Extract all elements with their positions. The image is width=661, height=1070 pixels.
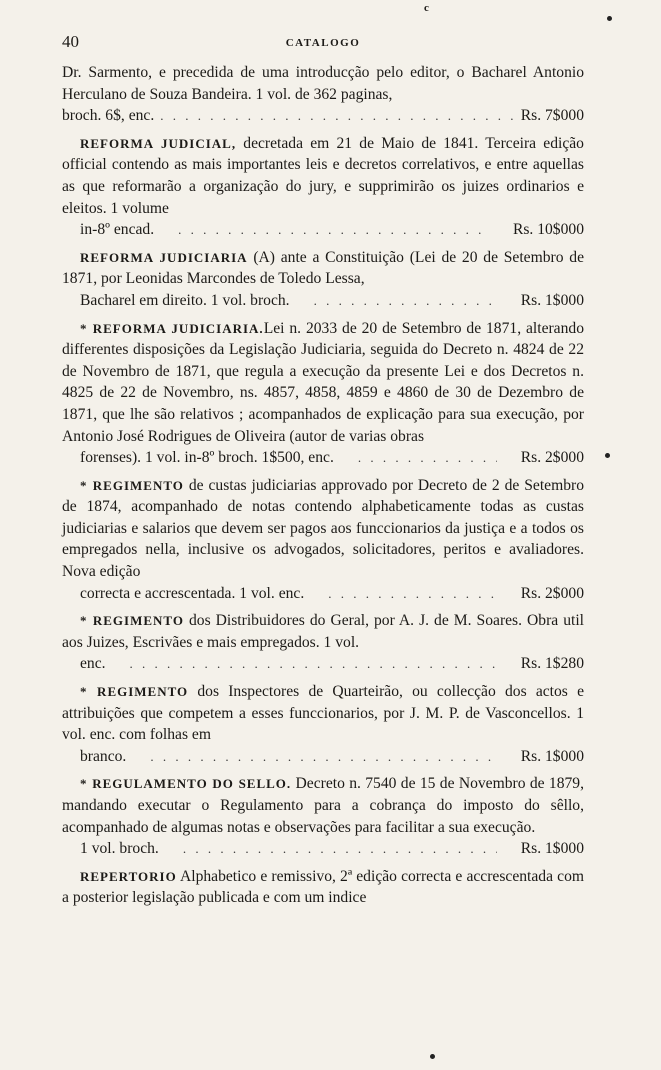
entry-price-line <box>62 447 584 469</box>
entry-price-line <box>62 838 584 860</box>
entry-text: Dr. Sarmento, e precedida de uma introducção pelo editor, o Bacharel Antonio Herculano de Souza Bandeira. 1 vol. de 362 paginas, <box>62 64 584 103</box>
ink-speck <box>430 1054 435 1059</box>
entry-binding: broch. 6$, enc. <box>62 107 155 125</box>
catalog-entry-continuation <box>62 62 584 127</box>
entry-text: Alphabetico e remissivo, 2ª edição correcta e accrescentada com a posterior legislação publicada e com um indice <box>62 867 584 907</box>
page-header <box>62 32 584 56</box>
dot-leader <box>112 653 497 675</box>
catalog-entries <box>62 62 584 915</box>
entry-price-line <box>62 583 584 605</box>
entry-text: (A) ante a Constituição (Lei de 20 de Setembro de 1871, por Leonidas Marcondes de Toledo Lessa, <box>62 248 584 288</box>
entry-binding: Bacharel em direito. 1 vol. broch. <box>80 291 290 309</box>
entry-binding: in-8º encad. <box>80 221 155 239</box>
entry-text: decretada em 21 de Maio de 1841. Terceira edição official contendo as mais importantes leis e decretos correlativos, e entre aquellas as que reformarão a organização do jury, e supprimirão os juizes ordinarios e eleitos. 1 volume <box>62 134 584 217</box>
catalog-entry-reforma-judiciaria-a <box>62 247 584 312</box>
signature-mark: c <box>424 2 429 14</box>
entry-heading: REFORMA JUDICIAL, <box>80 135 237 151</box>
entry-heading: * REFORMA JUDICIARIA. <box>80 320 264 336</box>
entry-price: Rs. 1$000 <box>520 747 584 765</box>
entry-price-line <box>62 105 584 127</box>
entry-binding: forenses). 1 vol. in-8º broch. 1$500, enc. <box>80 449 334 467</box>
entry-text: Decreto n. 7540 de 15 de Novembro de 1879, mandando executar o Regulamento para a cobrança do imposto do sêllo, acompanhado de algumas notas e observações para facilitar a sua execução. <box>62 775 585 836</box>
ink-speck <box>607 16 612 21</box>
dot-leader <box>132 746 496 768</box>
entry-price: Rs. 1$280 <box>520 655 584 673</box>
ink-speck <box>605 453 610 458</box>
page-number: 40 <box>62 32 79 51</box>
entry-price: Rs. 10$000 <box>512 221 584 239</box>
entry-price-line <box>62 290 584 312</box>
entry-text: dos Inspectores de Quarteirão, ou collecção dos actos e attribuições que competem a esses funccionarios, por J. M. P. de Vasconcellos. 1 vol. enc. com folhas em <box>62 683 584 744</box>
entry-price: Rs. 1$000 <box>520 840 584 858</box>
entry-text: de custas judiciarias approvado por Decreto de 2 de Setembro de 1874, acompanhado de notas contendo alphabeticamente todas as custas judiciarias e salarios que devem ser pagos aos funccionarios da justiça e a todos os empregados nella, inclusive os advogados, solicitadores, peritos e avaliadores. Nova edição <box>62 476 584 581</box>
catalog-entry-regimento-distribuidores <box>62 610 584 675</box>
entry-price-line <box>62 219 584 241</box>
entry-price: Rs. 7$000 <box>520 107 584 125</box>
dot-leader <box>160 219 489 241</box>
entry-text: dos Distribuidores do Geral, por A. J. de M. Soares. Obra util aos Juizes, Escrivães e mais empregados. 1 vol. <box>62 612 584 651</box>
catalog-entry-regulamento-sello <box>62 773 584 859</box>
entry-text: Lei n. 2033 de 20 de Setembro de 1871, alterando differentes disposições da Legislação Judiciaria, seguida do Decreto n. 4824 de 22 de Novembro de 1871, que regula a execução da presente Lei e dos Decretos n. 4825 de 22 de Novembro, ns. 4857, 4858, 4859 e 4860 de 30 de Dezembro de 1871, que lhe são relativos ; acompanhados de explicação para sua execução, por Antonio José Rodrigues de Oliveira (autor de varias obras <box>62 319 584 445</box>
catalog-entry-regimento-custas <box>62 475 584 605</box>
catalog-entry-reforma-judiciaria-lei <box>62 318 584 469</box>
dot-leader <box>296 290 497 312</box>
catalog-entry-repertorio <box>62 866 584 909</box>
entry-heading: REPERTORIO <box>80 868 177 884</box>
entry-binding: enc. <box>80 655 106 673</box>
entry-price-line <box>62 746 584 768</box>
entry-price: Rs. 2$000 <box>520 584 584 602</box>
entry-heading: * REGIMENTO <box>80 613 184 629</box>
dot-leader <box>160 105 515 127</box>
catalog-entry-regimento-inspectores <box>62 681 584 767</box>
entry-price: Rs. 1$000 <box>520 291 584 309</box>
entry-heading: REFORMA JUDICIARIA <box>80 249 248 265</box>
entry-heading: * REGIMENTO <box>80 477 184 493</box>
entry-binding: branco. <box>80 747 127 765</box>
entry-heading: * REGULAMENTO DO SELLO. <box>80 776 292 792</box>
dot-leader <box>340 447 497 469</box>
entry-price: Rs. 2$000 <box>520 449 584 467</box>
entry-binding: 1 vol. broch. <box>80 840 159 858</box>
entry-binding: correcta e accrescentada. 1 vol. enc. <box>80 584 305 602</box>
entry-heading: * REGIMENTO <box>80 684 189 700</box>
catalog-entry-reforma-judicial <box>62 133 584 241</box>
running-head: CATALOGO <box>285 37 361 49</box>
dot-leader <box>165 838 497 860</box>
dot-leader <box>310 583 497 605</box>
entry-price-line <box>62 653 584 675</box>
